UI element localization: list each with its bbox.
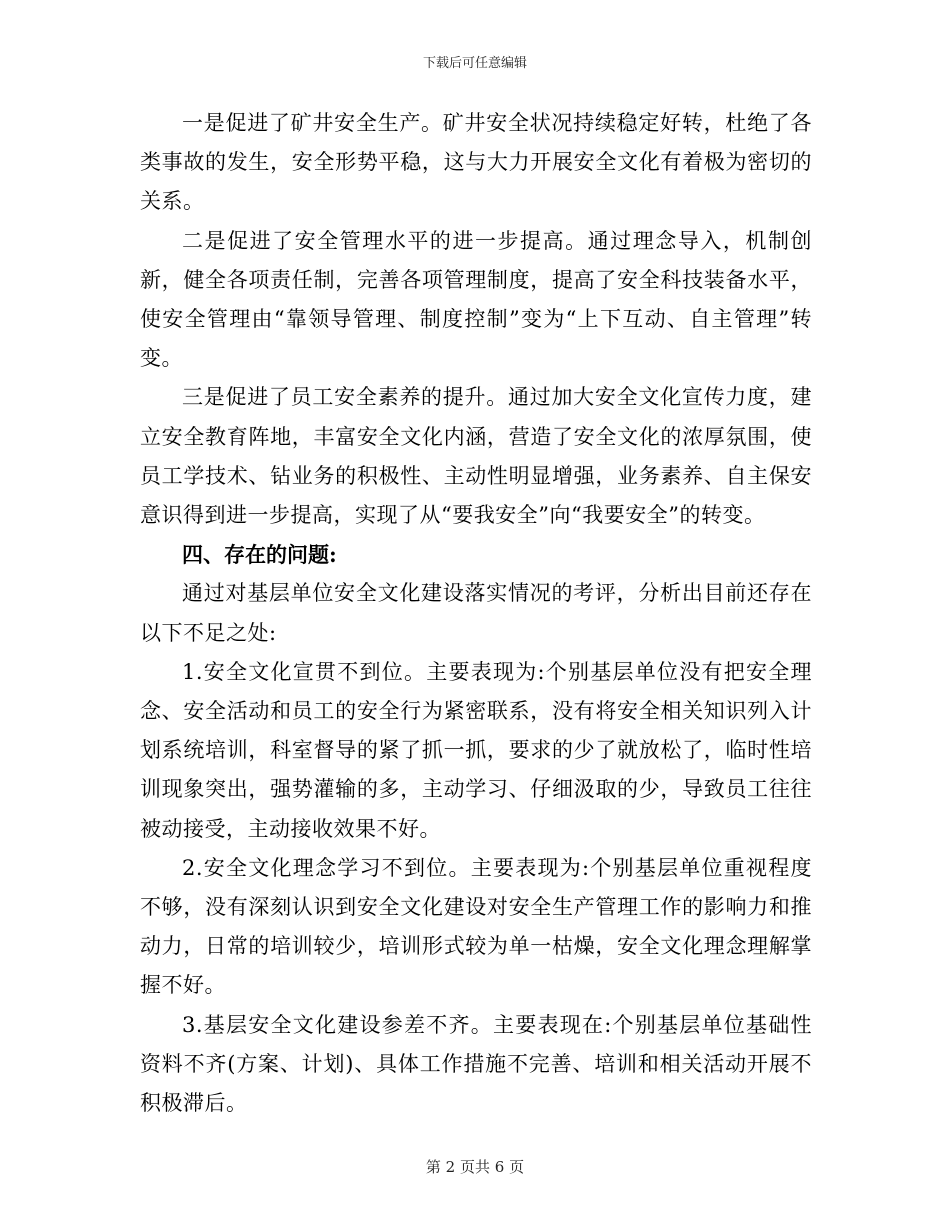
paragraph-3: 三是促进了员工安全素养的提升。通过加大安全文化宣传力度，建立安全教育阵地，丰富安全文化内涵，营造了安全文化的浓厚氛围，使员工学技术、钻业务的积极性、主动性明显增强，业务素养、自主保安意识得到进一步提高，实现了从“要我安全”向“我要安全”的转变。 <box>140 385 812 528</box>
paragraph-2: 二是促进了安全管理水平的进一步提高。通过理念导入，机制创新，健全各项责任制，完善各项管理制度，提高了安全科技装备水平，使安全管理由“靠领导管理、制度控制”变为“上下互动、自主管理”转变。 <box>140 228 812 371</box>
paragraph-1: 一是促进了矿井安全生产。矿井安全状况持续稳定好转，杜绝了各类事故的发生，安全形势平稳，这与大力开展安全文化有着极为密切的关系。 <box>140 111 812 214</box>
paragraph-5: 1.安全文化宣贯不到位。主要表现为:个别基层单位没有把安全理念、安全活动和员工的安全行为紧密联系，没有将安全相关知识列入计划系统培训，科室督导的紧了抓一抓，要求的少了就放松了，临时性培训现象突出，强势灌输的多，主动学习、仔细汲取的少，导致员工往往被动接受，主动接收效果不好。 <box>140 659 812 841</box>
paragraph-6: 2.安全文化理念学习不到位。主要表现为:个别基层单位重视程度不够，没有深刻认识到安全文化建设对安全生产管理工作的影响力和推动力，日常的培训较少，培训形式较为单一枯燥，安全文化理念理解掌握不好。 <box>140 855 812 998</box>
paragraph-7: 3.基层安全文化建设参差不齐。主要表现在:个别基层单位基础性资料不齐(方案、计划)、具体工作措施不完善、培训和相关活动开展不积极滞后。 <box>140 1012 812 1116</box>
page-footer: 第 2 页共 6 页 <box>425 1158 525 1176</box>
section-heading: 四、存在的问题: <box>182 542 337 568</box>
page-header: 下载后可任意编辑 <box>422 56 527 71</box>
document-body <box>140 104 812 1123</box>
paragraph-4: 通过对基层单位安全文化建设落实情况的考评，分析出目前还存在以下不足之处: <box>140 581 812 645</box>
